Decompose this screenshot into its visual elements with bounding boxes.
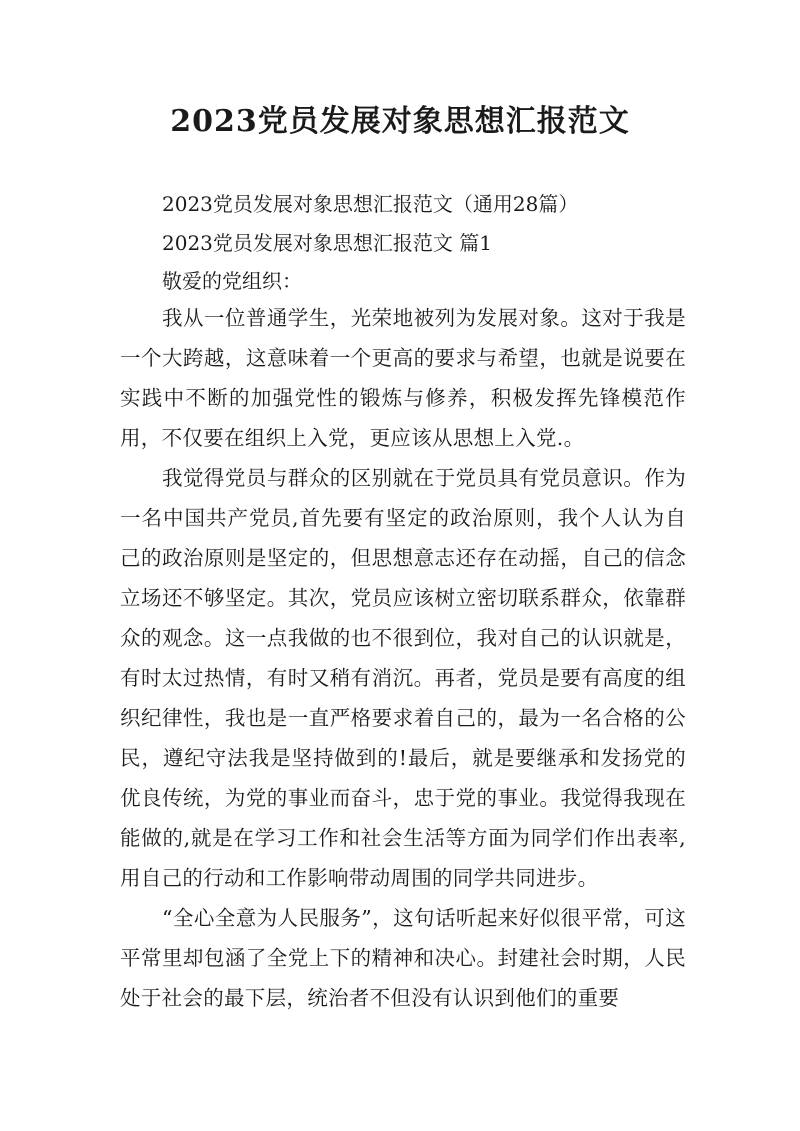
- body-paragraph-3: “全心全意为人民服务”，这句话听起来好似很平常，可这平常里却包涵了全党上下的精神和决心。封建社会时期，人民处于社会的最下层，统治者不但没有认识到他们的重要: [120, 906, 686, 1010]
- body-paragraph-2: 我觉得党员与群众的区别就在于党员具有党员意识。作为一名中国共产党员,首先要有坚定的政治原则，我个人认为自己的政治原则是坚定的，但思想意志还存在动摇，自己的信念立场还不够坚定。其次，党员应该树立密切联系群众，依靠群众的观念。这一点我做的也不很到位，我对自己的认识就是，有时太过热情，有时又稍有消沉。再者，党员是要有高度的组织纪律性，我也是一直严格要求着自己的，最为一名合格的公民，遵纪守法我是坚持做到的!最后，就是要继承和发扬党的优良传统，为党的事业而奋斗，忠于党的事业。我觉得我现在能做的,就是在学习工作和社会生活等方面为同学们作出表率,用自己的行动和工作影响带动周围的同学共同进步。: [120, 466, 686, 890]
- section-heading: 2023党员发展对象思想汇报范文 篇1: [162, 231, 492, 255]
- document-subtitle: 2023党员发展对象思想汇报范文（通用28篇）: [162, 192, 579, 216]
- document-title: 2023党员发展对象思想汇报范文: [170, 104, 630, 139]
- salutation: 敬爱的党组织：: [162, 269, 302, 293]
- body-paragraph-1: 我从一位普通学生，光荣地被列为发展对象。这对于我是一个大跨越，这意味着一个更高的要求与希望，也就是说要在实践中不断的加强党性的锻炼与修养，积极发挥先锋模范作用，不仅要在组织上入党，更应该从思想上入党.。: [120, 306, 686, 450]
